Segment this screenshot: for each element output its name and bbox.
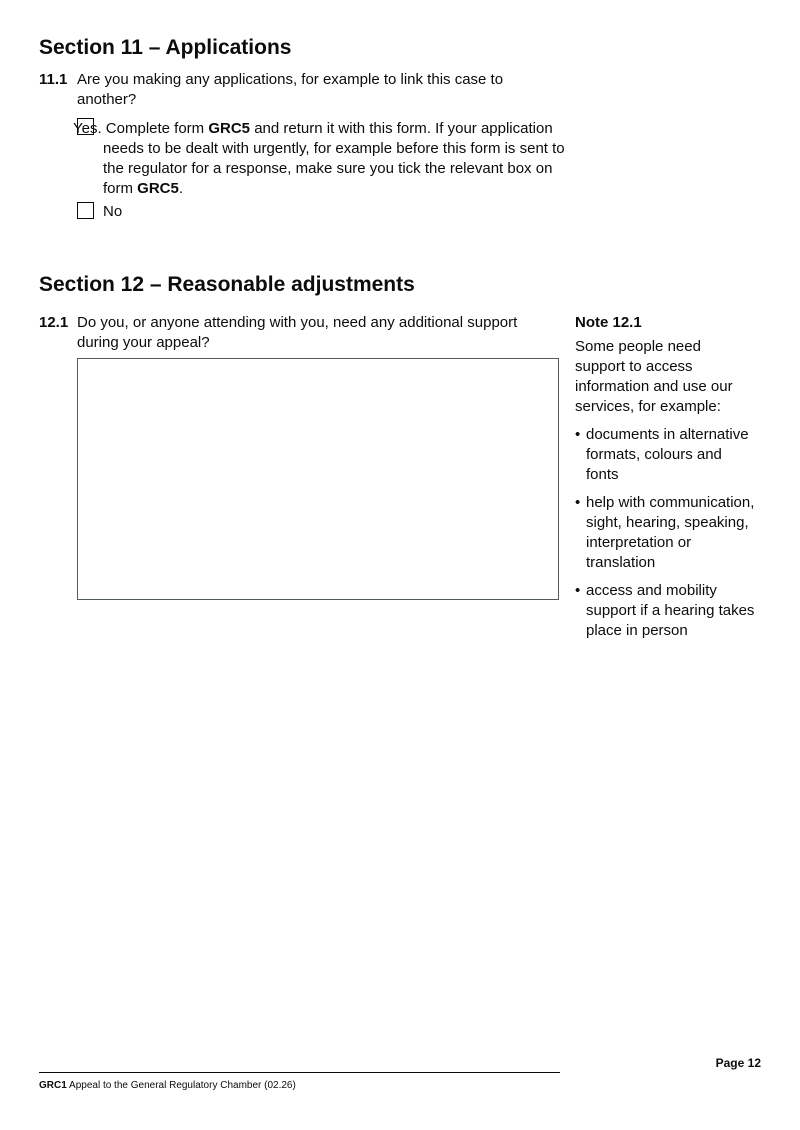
question-12-1-number: 12.1 bbox=[39, 314, 69, 331]
question-11-1-number: 11.1 bbox=[39, 71, 68, 88]
note-title: Note 12.1 bbox=[575, 314, 642, 331]
note-list-item: • documents in alternative formats, colours and fonts bbox=[575, 425, 755, 485]
yes-label-end: . bbox=[178, 180, 184, 197]
page-number: Page 12 bbox=[715, 1056, 761, 1070]
no-checkbox[interactable] bbox=[77, 202, 94, 219]
question-11-1-text: Are you making any applications, for example to link this case to another? bbox=[77, 71, 504, 108]
yes-form-ref: GRC5 bbox=[208, 120, 251, 137]
footer-form-info bbox=[39, 1080, 296, 1091]
note-12-1-panel bbox=[575, 313, 755, 649]
section-11-title: Section 11 – Applications bbox=[39, 36, 292, 59]
yes-label-text: Yes. Complete form bbox=[73, 120, 209, 137]
yes-form-ref-2: GRC5 bbox=[137, 180, 179, 197]
footer-divider bbox=[39, 1072, 560, 1073]
footer-form-code: GRC1 bbox=[39, 1080, 67, 1091]
yes-label-text-2: and return it with this form. If your application needs to be dealt with urgently, for example before this form is sent to the regulator for a response, make sure you tick the relevant box on form bbox=[103, 120, 565, 197]
section-12-title: Section 12 – Reasonable adjustments bbox=[39, 273, 415, 296]
yes-option-label bbox=[73, 119, 573, 199]
note-list bbox=[575, 425, 755, 641]
question-12-1-text: Do you, or anyone attending with you, need any additional support during your appeal? bbox=[77, 314, 518, 351]
support-needs-textarea[interactable] bbox=[77, 358, 559, 600]
no-option-label: No bbox=[103, 203, 123, 220]
note-intro: Some people need support to access information and use our services, for example: bbox=[575, 338, 733, 415]
note-list-item: • help with communication, sight, hearing, speaking, interpretation or translation bbox=[575, 493, 755, 573]
footer-form-title: Appeal to the General Regulatory Chamber (02.26) bbox=[66, 1080, 296, 1091]
note-list-item: • access and mobility support if a hearing takes place in person bbox=[575, 581, 755, 641]
